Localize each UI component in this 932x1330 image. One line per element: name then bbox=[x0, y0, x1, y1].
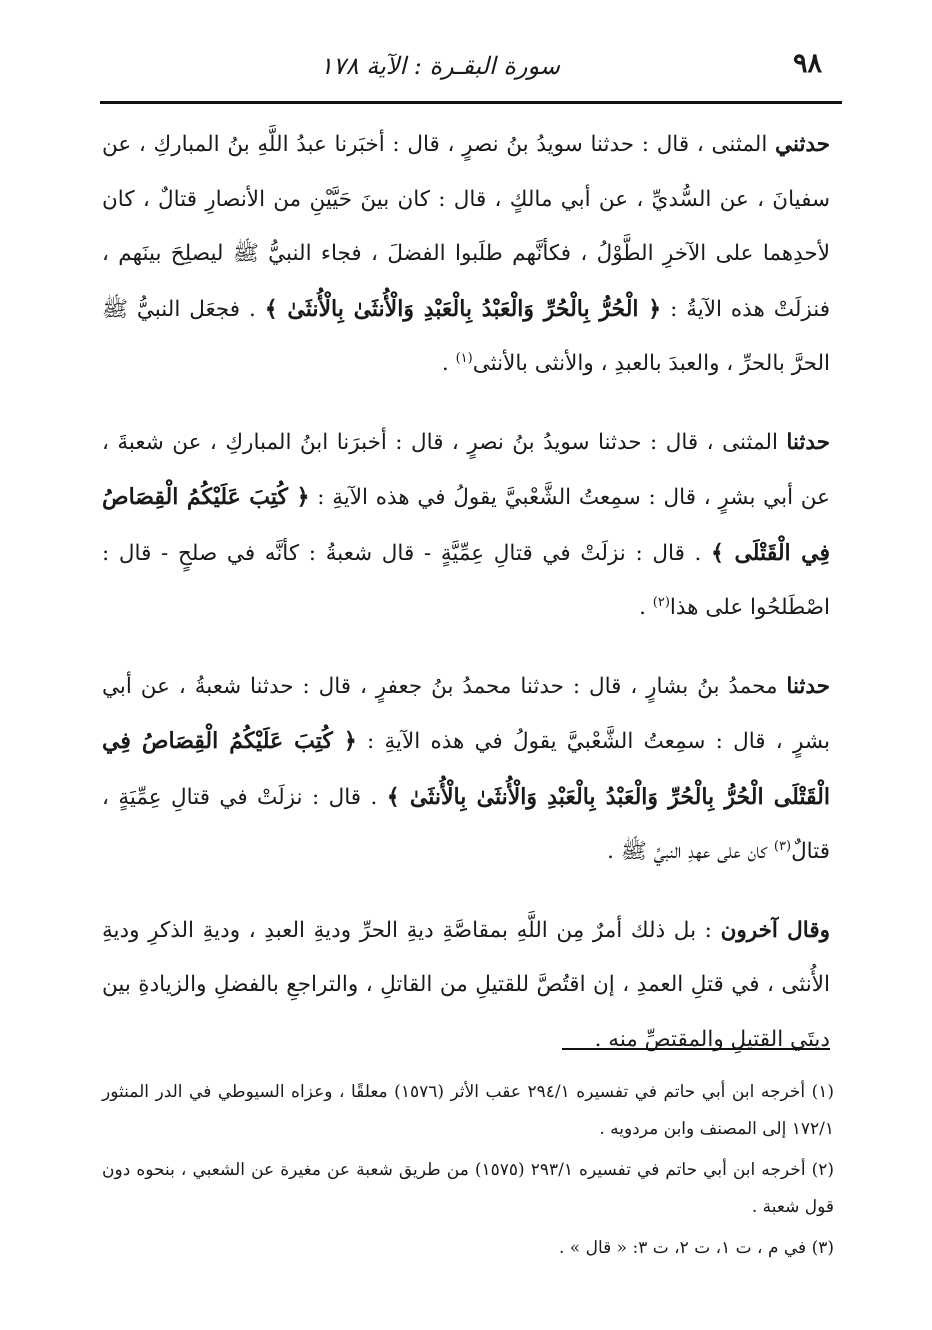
paragraph-text: . bbox=[441, 351, 456, 376]
footnote-separator bbox=[562, 1048, 830, 1050]
paragraph-text: : بل ذلك أمرٌ مِن اللَّهِ بمقاصَّةِ ديةِ الحرِّ وديةِ العبدِ ، وديةِ الذكرِ وديةِ الأُنثى ، في قتلِ العمدِ ، إن اقتُصَّ للقتيلِ من القاتلِ ، والتراجعِ بالفضلِ والزيادةِ بين ديتَي القتيلِ والمقتصِّ منه . bbox=[102, 917, 830, 1052]
quran-verse: ﴿ الْحُرُّ بِالْحُرِّ وَالْعَبْدُ بِالْعَبْدِ وَالْأُنثَىٰ بِالْأُنثَىٰ ﴾ bbox=[264, 295, 662, 322]
paragraph-text: . فجعَل النبيُّ ﷺ الحرَّ بالحرِّ ، والعبدَ بالعبدِ ، والأنثى بالأنثى bbox=[102, 296, 830, 376]
running-title: سورة البقـرة : الآية ١٧٨ bbox=[319, 52, 560, 80]
page-number: ٩٨ bbox=[792, 48, 822, 79]
paragraph-text: . قال : نزلَتْ في قتالِ عِمِّيَةٍ ، قتالٌ bbox=[102, 784, 830, 864]
footnote-1: (١) أخرجه ابن أبي حاتم في تفسيره ٢٩٤/١ عقب الأثر (١٥٧٦) معلقًا ، وعزاه السيوطي في الدر المنثور ١٧٢/١ إلى المصنف وابن مردويه . bbox=[102, 1082, 834, 1139]
paragraph-lead: وقال آخرون bbox=[720, 917, 830, 943]
footnote-3: (٣) في م ، ت ١، ت ٢، ت ٣: « قال » . bbox=[558, 1238, 834, 1258]
footnote-marker: (٣) bbox=[773, 838, 792, 854]
main-text bbox=[102, 118, 830, 1091]
paragraph-text: المثنى ، قال : حدثنا سويدُ بنُ نصرٍ ، قال : أخبرَنا ابنُ المباركِ ، عن شعبةَ ، عن أبي بشرٍ ، قال : سمِعتُ الشَّعْبيَّ يقولُ في هذه الآيةِ : bbox=[102, 429, 830, 510]
paragraph bbox=[102, 118, 830, 392]
paragraph bbox=[102, 660, 830, 880]
header-rule bbox=[100, 101, 842, 104]
page-header bbox=[100, 44, 840, 94]
paragraph-text: المثنى ، قال : حدثنا سويدُ بنُ نصرٍ ، قال : أخبَرنا عبدُ اللَّهِ بنُ المباركِ ، عن سفيانَ ، عن السُّديِّ ، عن أبي مالكٍ ، قال : كان بينَ حَيَّيْنِ من الأنصارِ قتالٌ ، كان لأحدِهما على الآخرِ الطَّوْلُ ، فكأنَّهم طلَبوا الفضلَ ، فجاء النبيُّ ﷺ ليصلِحَ بينَهم ، فنزلَتْ هذه الآيةُ : bbox=[102, 132, 830, 322]
paragraph-text: . bbox=[639, 595, 653, 620]
quran-verse: ﴿ كُتِبَ عَلَيْكُمُ الْقِصَاصُ فِي الْقَتْلَى الْحُرُّ بِالْحُرِّ وَالْعَبْدُ بِالْعَبْدِ وَالْأُنثَىٰ بِالْأُنثَىٰ ﴾ bbox=[102, 728, 831, 810]
footnote-2: (٢) أخرجه ابن أبي حاتم في تفسيره ٢٩٣/١ (١٥٧٥) من طريق شعبة عن مغيرة عن الشعبي ، بنحوه دون قول شعبة . bbox=[102, 1160, 835, 1217]
paragraph bbox=[102, 904, 830, 1068]
paragraph-text: محمدُ بنُ بشارٍ ، قال : حدثنا محمدُ بنُ جعفرٍ ، قال : حدثنا شعبةُ ، عن أبي بشرٍ ، قال : سمِعتُ الشَّعْبيَّ يقولُ في هذه الآيةِ : bbox=[102, 673, 830, 754]
paragraph-lead: حدثني bbox=[775, 132, 830, 157]
quran-verse: ﴿ كُتِبَ عَلَيْكُمُ الْقِصَاصُ فِي الْقَتْلَى ﴾ bbox=[102, 484, 830, 566]
paragraph-lead: حدثنا bbox=[786, 673, 830, 699]
footnote-marker: (١) bbox=[455, 350, 473, 366]
footnote-marker: (٢) bbox=[652, 594, 670, 610]
paragraph-lead: حدثنا bbox=[786, 429, 830, 455]
paragraph-text: . قال : نزلَتْ في قتالِ عِمِّيَّةٍ - قال شعبةُ : كأنَّه في صلحٍ - قال : اصْطَلحُوا على هذا bbox=[102, 540, 830, 620]
paragraph-text: كان على عهدِ النبيِّ ﷺ . bbox=[607, 839, 774, 864]
footnotes bbox=[102, 1074, 834, 1271]
paragraph bbox=[102, 416, 830, 636]
